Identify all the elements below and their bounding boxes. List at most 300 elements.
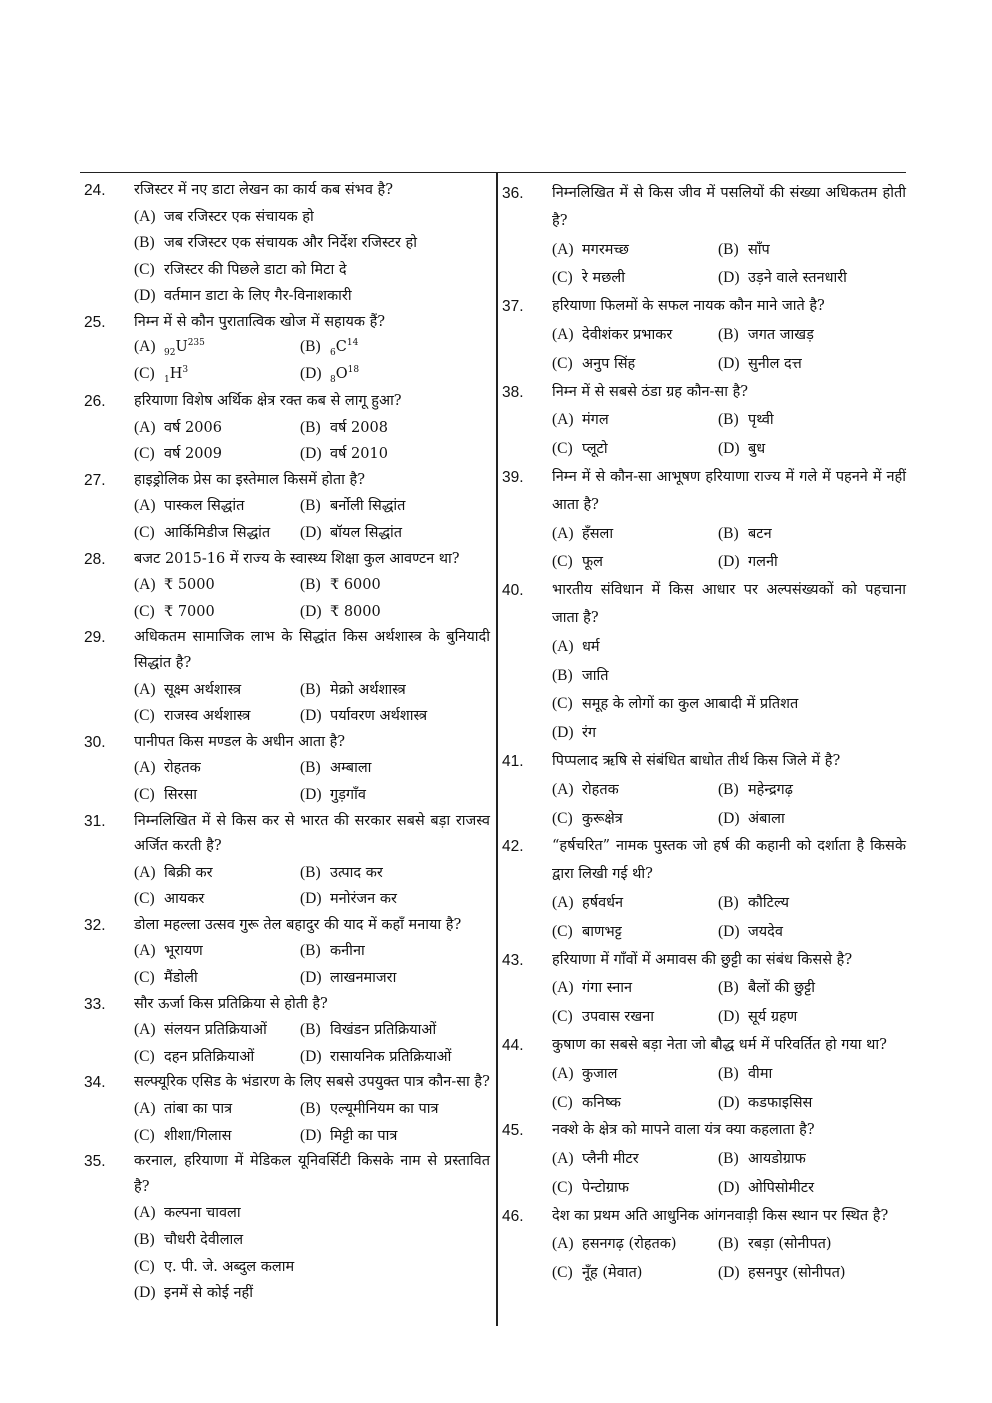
option <box>134 257 490 284</box>
option <box>718 321 884 350</box>
option-label: (A) <box>134 1021 156 1039</box>
option-label: (D) <box>300 890 322 908</box>
option-text: बुध <box>748 441 766 458</box>
option-label: (A) <box>134 863 156 881</box>
option <box>552 974 718 1003</box>
option <box>300 886 466 913</box>
option-text: गलनी <box>748 554 778 571</box>
question-text: भारतीय संविधान में किस आधार पर अल्पसंख्यकों को पहचाना जाता है? <box>552 582 906 626</box>
option-text: समूह के लोगों का कुल आबादी में प्रतिशत <box>582 696 799 713</box>
option-text: उत्पाद कर <box>330 864 383 881</box>
option-text: एल्यूमीनियम का पात्र <box>330 1101 439 1118</box>
option-label: (A) <box>552 240 574 258</box>
question-number: 42. <box>502 838 524 856</box>
option-label: (D) <box>718 809 740 827</box>
option <box>552 548 718 577</box>
option-label: (D) <box>134 287 156 305</box>
option-text: रोहतक <box>164 760 201 777</box>
option-text: नूँह (मेवात) <box>582 1265 643 1282</box>
option <box>552 633 906 662</box>
question-34 <box>84 1070 490 1149</box>
option-label: (C) <box>552 269 573 287</box>
option-label: (B) <box>718 411 739 429</box>
option-text: धर्म <box>582 638 600 655</box>
options-list <box>134 860 490 913</box>
option-text: रबड़ा (सोनीपत) <box>748 1236 832 1253</box>
question-26 <box>84 389 490 468</box>
option <box>552 435 718 464</box>
option-label: (C) <box>134 260 155 278</box>
option <box>300 965 466 992</box>
option-label: (D) <box>300 785 322 803</box>
option-text: बिक्री कर <box>164 864 213 881</box>
option-label: (B) <box>134 234 155 252</box>
question-text: कुषाण का सबसे बड़ा नेता जो बौद्ध धर्म में परिवर्तित हो गया था? <box>552 1036 887 1053</box>
option-text: गंगा स्नान <box>582 980 633 997</box>
options-list <box>552 889 906 947</box>
option <box>134 755 300 782</box>
option-text: हसनगढ़ (रोहतक) <box>582 1236 677 1253</box>
option-text: फूल <box>582 554 604 571</box>
option-label: (C) <box>552 354 573 372</box>
option-text: मंगल <box>582 412 609 429</box>
option-label: (C) <box>134 707 155 725</box>
question-46 <box>502 1203 906 1288</box>
option <box>552 236 718 265</box>
option-text: जब रजिस्टर एक संचायक हो <box>164 208 314 225</box>
isotope-symbol: U <box>175 339 188 356</box>
option-text: रोहतक <box>582 781 619 798</box>
option-text: कनिष्क <box>582 1094 621 1111</box>
option-label: (C) <box>134 785 155 803</box>
option-text: कौटिल्य <box>748 894 789 911</box>
top-rule <box>80 172 906 173</box>
column-divider <box>496 172 498 1326</box>
option <box>134 1254 490 1281</box>
option-text: अनुप सिंह <box>582 355 636 372</box>
option <box>134 860 300 887</box>
option <box>300 415 466 442</box>
option <box>552 1259 718 1288</box>
option-text: सिरसा <box>164 786 198 803</box>
question-text: पिप्पलाद ऋषि से संबंधित बाधोत तीर्थ किस जिले में है? <box>552 752 841 769</box>
question-text: सल्फ्यूरिक एसिड के भंडारण के लिए सबसे उपयुक्त पात्र कौन-सा है? <box>134 1074 490 1091</box>
option-label: (B) <box>300 759 321 777</box>
option-label: (A) <box>134 497 156 515</box>
option <box>552 918 718 947</box>
option-label: (D) <box>300 1047 322 1065</box>
option-label: (C) <box>552 1008 573 1026</box>
option-label: (D) <box>300 1126 322 1144</box>
option <box>718 918 884 947</box>
isotope-symbol: O <box>335 366 348 383</box>
option-label: (D) <box>718 440 740 458</box>
options-list <box>552 1145 906 1203</box>
option <box>552 321 718 350</box>
option-label: (B) <box>718 1150 739 1168</box>
option <box>718 1259 884 1288</box>
option-label: (B) <box>300 418 321 436</box>
option-label: (B) <box>718 1235 739 1253</box>
question-number: 36. <box>502 185 524 202</box>
option-label: (B) <box>300 942 321 960</box>
question-number: 45. <box>502 1122 524 1140</box>
question-24 <box>84 178 490 310</box>
option-text: पेन्टोग्राफ <box>582 1179 629 1196</box>
option-text: जयदेव <box>748 923 783 940</box>
option <box>552 662 906 691</box>
question-number: 24. <box>84 182 106 199</box>
option <box>718 1003 884 1032</box>
option <box>552 805 718 834</box>
option <box>134 965 300 992</box>
option <box>134 703 300 730</box>
option <box>134 572 300 599</box>
option <box>134 230 490 257</box>
option-label: (A) <box>552 325 574 343</box>
option-text: जाति <box>582 667 609 684</box>
question-number: 35. <box>84 1153 106 1171</box>
question-39 <box>502 464 906 577</box>
options-list <box>552 633 906 748</box>
option <box>552 520 718 549</box>
option-label: (B) <box>718 325 739 343</box>
option-text: आर्किमिडीज सिद्धांत <box>164 524 271 541</box>
option-text: गुड़गाँव <box>330 786 366 803</box>
option <box>134 599 300 626</box>
question-32 <box>84 913 490 992</box>
option-label: (C) <box>552 1264 573 1282</box>
option-label: (A) <box>134 338 156 356</box>
option-text: ₹ 5000 <box>164 577 215 594</box>
option-label: (A) <box>552 1150 574 1168</box>
isotope-atomic-number: 92 <box>164 348 176 359</box>
option <box>552 889 718 918</box>
option-text: कल्पना चावला <box>164 1205 241 1222</box>
option-text: पास्कल सिद्धांत <box>164 498 245 515</box>
option <box>718 236 884 265</box>
option-text: साँप <box>748 241 770 258</box>
option <box>134 204 490 231</box>
question-number: 44. <box>502 1036 524 1054</box>
option <box>552 1230 718 1259</box>
option <box>300 782 466 809</box>
question-text: हरियाणा में गाँवों में अमावस की छुट्टी का संबंध किससे है? <box>552 951 853 968</box>
options-list <box>134 572 490 625</box>
isotope-atomic-number: 6 <box>330 348 336 359</box>
question-number: 46. <box>502 1207 524 1225</box>
option <box>134 493 300 520</box>
question-text: डोला महल्ला उत्सव गुरू तेल बहादुर की याद में कहाँ मनाया है? <box>134 916 462 933</box>
question-number: 28. <box>84 550 106 568</box>
option <box>552 1174 718 1203</box>
option <box>134 441 300 468</box>
option <box>300 1044 466 1071</box>
option-label: (A) <box>552 893 574 911</box>
options-list <box>134 1200 490 1306</box>
option <box>718 1230 884 1259</box>
option-label: (D) <box>134 1284 156 1302</box>
left-column <box>84 178 490 1307</box>
options-list <box>134 755 490 808</box>
option-text: मनोरंजन कर <box>330 891 397 908</box>
option-label: (D) <box>300 365 322 383</box>
option <box>134 362 300 389</box>
option-label: (D) <box>718 1093 740 1111</box>
isotope-mass-number: 235 <box>187 338 205 349</box>
option-label: (D) <box>552 724 574 742</box>
option-label: (A) <box>134 680 156 698</box>
option <box>134 782 300 809</box>
options-list <box>134 1017 490 1070</box>
option-text: हर्षवर्धन <box>582 894 624 911</box>
option <box>134 1017 300 1044</box>
option-text: राजस्व अर्थशास्त्र <box>164 708 251 725</box>
isotope-mass-number: 14 <box>346 338 359 349</box>
option <box>300 520 466 547</box>
option-text: पर्यावरण अर्थशास्त्र <box>330 708 428 725</box>
options-list <box>134 938 490 991</box>
question-number: 41. <box>502 752 524 770</box>
question-42 <box>502 833 906 946</box>
option-text: वर्तमान डाटा के लिए गैर-विनाशकारी <box>164 288 352 305</box>
option <box>300 572 466 599</box>
option-label: (A) <box>134 1100 156 1118</box>
option-label: (B) <box>718 240 739 258</box>
question-text: निम्न में से कौन पुरातात्विक खोज में सहायक हैं? <box>134 313 386 330</box>
options-list <box>134 204 490 310</box>
option-label: (D) <box>300 969 322 987</box>
option-text: हसनपुर (सोनीपत) <box>748 1265 846 1282</box>
option <box>552 406 718 435</box>
option-text: अंबाला <box>748 810 785 827</box>
option <box>134 336 300 363</box>
option <box>134 886 300 913</box>
question-36 <box>502 180 906 293</box>
option-text: बैलों की छुट्टी <box>748 980 815 997</box>
option-label: (D) <box>718 553 740 571</box>
options-list <box>552 1060 906 1118</box>
option-label: (B) <box>300 680 321 698</box>
option-text: वर्ष 2008 <box>330 419 388 436</box>
option-label: (A) <box>552 637 574 655</box>
option-text: कुरूक्षेत्र <box>582 810 623 827</box>
isotope-formula <box>164 365 189 385</box>
isotope-formula <box>330 338 359 359</box>
isotope-symbol: C <box>335 339 347 356</box>
option <box>718 548 884 577</box>
option-text: कुजाल <box>582 1065 618 1082</box>
option <box>718 1145 884 1174</box>
option <box>134 1096 300 1123</box>
option-text: रे मछली <box>582 270 625 287</box>
option <box>134 1200 490 1227</box>
option <box>552 1089 718 1118</box>
option-label: (C) <box>552 1178 573 1196</box>
question-number: 33. <box>84 995 106 1013</box>
option <box>718 1060 884 1089</box>
option-label: (B) <box>718 780 739 798</box>
option-label: (C) <box>134 365 155 383</box>
option <box>718 805 884 834</box>
option-text: इनमें से कोई नहीं <box>164 1285 253 1302</box>
option-text: रजिस्टर की पिछले डाटा को मिटा दे <box>164 261 347 278</box>
options-list <box>552 236 906 294</box>
isotope-mass-number: 3 <box>182 365 189 376</box>
option-label: (C) <box>552 553 573 571</box>
option <box>552 1060 718 1089</box>
option-label: (C) <box>134 1047 155 1065</box>
option-label: (B) <box>718 979 739 997</box>
isotope-symbol: H <box>169 366 183 383</box>
option <box>300 938 466 965</box>
question-29 <box>84 625 490 729</box>
option-label: (B) <box>718 893 739 911</box>
option <box>718 776 884 805</box>
question-45 <box>502 1117 906 1202</box>
option-text: कनीना <box>330 943 365 960</box>
option <box>300 493 466 520</box>
option-text: महेन्द्रगढ़ <box>748 781 793 798</box>
options-list <box>552 321 906 379</box>
option-label: (C) <box>552 809 573 827</box>
isotope-formula <box>330 365 360 385</box>
option <box>718 520 884 549</box>
option-label: (C) <box>134 890 155 908</box>
option <box>134 1227 490 1254</box>
option-text: हँसला <box>582 525 614 542</box>
option-label: (B) <box>300 1021 321 1039</box>
question-text: रजिस्टर में नए डाटा लेखन का कार्य कब संभव है? <box>134 182 393 198</box>
option-label: (B) <box>300 1100 321 1118</box>
isotope-atomic-number: 8 <box>330 375 336 385</box>
option-text: मैंडोली <box>164 970 198 987</box>
option <box>300 1096 466 1123</box>
option <box>134 938 300 965</box>
option-text: वीमा <box>748 1065 773 1082</box>
question-text: देश का प्रथम अति आधुनिक आंगनवाड़ी किस स्थान पर स्थित है? <box>552 1207 889 1224</box>
question-number: 40. <box>502 582 524 600</box>
option <box>718 1174 884 1203</box>
question-number: 26. <box>84 393 106 410</box>
option-text: देवीशंकर प्रभाकर <box>582 326 673 343</box>
question-number: 38. <box>502 383 524 401</box>
options-list <box>552 974 906 1032</box>
option-label: (A) <box>552 780 574 798</box>
option-text: ओपिसोमीटर <box>748 1179 815 1196</box>
option <box>552 719 906 748</box>
option-text: बटन <box>748 525 772 542</box>
option-label: (B) <box>300 338 321 356</box>
option-text: वर्ष 2010 <box>330 446 388 463</box>
option <box>300 860 466 887</box>
option <box>552 1003 718 1032</box>
option-label: (C) <box>552 440 573 458</box>
option-text: आयडोग्राफ <box>748 1151 806 1168</box>
option-label: (A) <box>134 1204 156 1222</box>
question-text: निम्नलिखित में से किस जीव में पसलियों की संख्या अधिकतम होती है? <box>552 185 906 229</box>
option-text: शीशा/गिलास <box>164 1127 232 1144</box>
option <box>718 435 884 464</box>
question-number: 43. <box>502 951 524 969</box>
option <box>552 776 718 805</box>
question-text: करनाल, हरियाणा में मेडिकल यूनिवर्सिटी किसके नाम से प्रस्तावित है? <box>134 1153 490 1195</box>
option-text: उपवास रखना <box>582 1009 655 1026</box>
option <box>300 362 466 389</box>
option-text: भूरायण <box>164 943 203 960</box>
question-27 <box>84 468 490 547</box>
option-text: रासायनिक प्रतिक्रियाओं <box>330 1048 452 1065</box>
option-text: मिट्टी का पात्र <box>330 1127 398 1144</box>
options-list <box>552 1230 906 1288</box>
option-label: (D) <box>718 354 740 372</box>
option <box>718 264 884 293</box>
options-list <box>552 406 906 464</box>
option <box>134 415 300 442</box>
question-text: हरियाणा विशेष अर्थिक क्षेत्र रक्त कब से लागू हुआ? <box>134 393 402 409</box>
question-number: 30. <box>84 733 106 751</box>
option <box>552 1145 718 1174</box>
option-text: प्लैनी मीटर <box>582 1151 639 1168</box>
option <box>718 974 884 1003</box>
option-text: अम्बाला <box>330 760 372 777</box>
option <box>134 520 300 547</box>
question-25 <box>84 310 490 389</box>
option-label: (A) <box>134 207 156 225</box>
question-text: हरियाणा फिलमों के सफल नायक कौन माने जाते है? <box>552 298 825 315</box>
option-label: (A) <box>552 1235 574 1253</box>
option-label: (B) <box>134 1231 155 1248</box>
question-28 <box>84 547 490 626</box>
option-text: मेक्रो अर्थशास्त्र <box>330 681 406 698</box>
option <box>552 690 906 719</box>
option-label: (A) <box>552 524 574 542</box>
question-text: हाइड्रोलिक प्रेस का इस्तेमाल किसमें होता है? <box>134 471 366 488</box>
option-text: रंग <box>582 725 597 742</box>
question-number: 27. <box>84 471 106 489</box>
option-label: (A) <box>552 411 574 429</box>
question-number: 29. <box>84 629 106 647</box>
option-label: (C) <box>552 922 573 940</box>
option-label: (D) <box>718 1008 740 1026</box>
option <box>300 1123 466 1150</box>
option <box>300 703 466 730</box>
option-label: (D) <box>300 602 322 620</box>
option-text: विखंडन प्रतिक्रियाओं <box>330 1022 437 1039</box>
option <box>718 889 884 918</box>
option-text: बर्नोली सिद्धांत <box>330 498 406 515</box>
option-text: जगत जाखड़ <box>748 326 814 343</box>
option-text: सूर्य ग्रहण <box>748 1009 798 1026</box>
question-43 <box>502 947 906 1032</box>
option <box>300 441 466 468</box>
option-label: (C) <box>134 445 155 463</box>
option-text: सुनील दत्त <box>748 355 802 372</box>
option-text: उड़ने वाले स्तनधारी <box>748 270 847 287</box>
option <box>300 1017 466 1044</box>
option-label: (C) <box>134 1126 155 1144</box>
option-label: (D) <box>300 523 322 541</box>
option-label: (D) <box>718 1264 740 1282</box>
option <box>300 755 466 782</box>
question-text: निम्नलिखित में से किस कर से भारत की सरकार सबसे बड़ा राजस्व अर्जित करती है? <box>134 812 490 855</box>
options-list <box>552 520 906 578</box>
question-text: बजट 2015-16 में राज्य के स्वास्थ्य शिक्षा कुल आवण्टन था? <box>134 550 460 567</box>
option-label: (A) <box>134 418 156 436</box>
option-label: (D) <box>300 707 322 725</box>
option <box>300 599 466 626</box>
option-label: (C) <box>134 602 155 620</box>
